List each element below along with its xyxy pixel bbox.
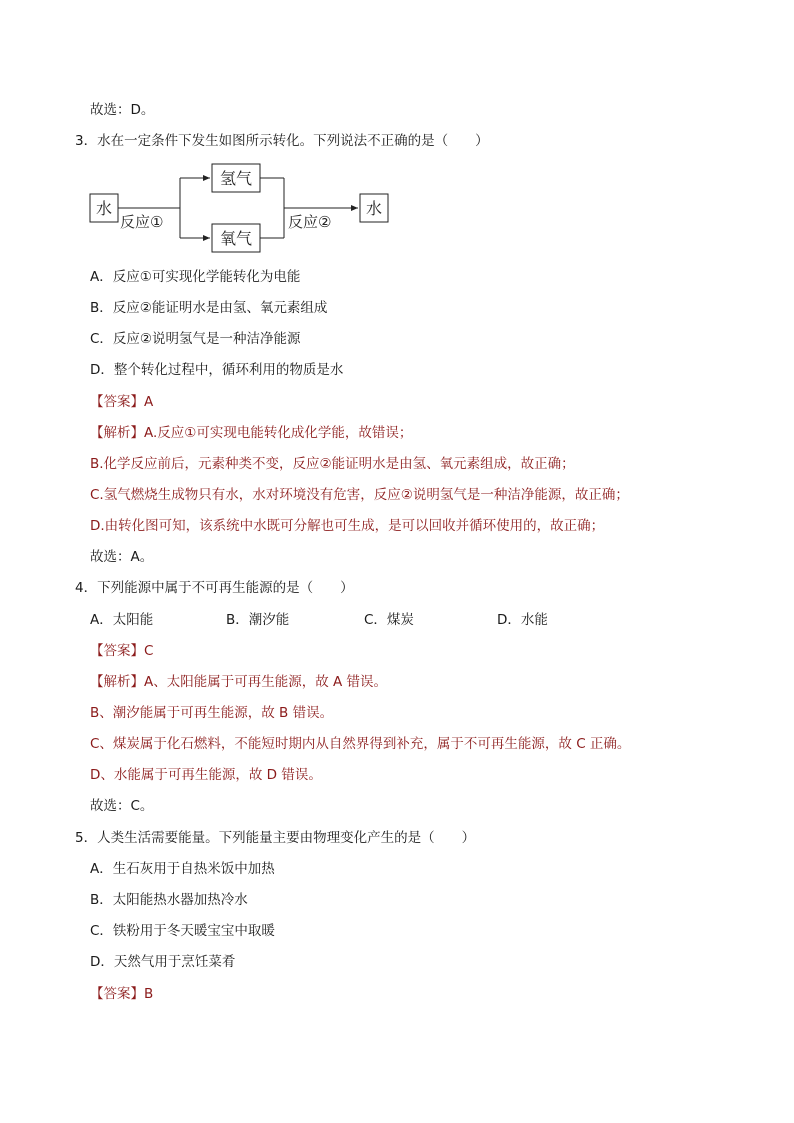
q3-selection: 故选：A。: [90, 549, 154, 565]
q3-explanation-3: C.氢气燃烧生成物只有水，水对环境没有危害，反应②说明氢气是一种洁净能源，故正确；: [90, 487, 629, 503]
q4-option-b: B．潮汐能: [226, 612, 290, 628]
arrowhead-water: [351, 205, 358, 211]
reaction-1-label: 反应①: [120, 213, 164, 231]
q4-explanation-3: C、煤炭属于化石燃料，不能短时期内从自然界得到补充，属于不可再生能源，故 C 正确。: [90, 736, 631, 752]
q4-explanation-4: D、水能属于可再生能源，故 D 错误。: [90, 767, 322, 783]
explanation-tag: 【解析】: [90, 674, 144, 690]
answer-value: C: [144, 643, 154, 659]
previous-selection: 故选：D。: [90, 102, 155, 118]
answer-tag: 【答案】: [90, 394, 144, 410]
answer-tag: 【答案】: [90, 643, 144, 659]
q4-explanation-2: B、潮汐能属于可再生能源，故 B 错误。: [90, 705, 334, 721]
q3-option-c: C．反应②说明氢气是一种洁净能源: [90, 331, 301, 347]
q3-answer: [90, 393, 153, 411]
water-label-right: 水: [365, 199, 383, 218]
q4-answer: [90, 642, 153, 660]
water-conversion-diagram: [88, 160, 398, 260]
question-4-stem: 4．下列能源中属于不可再生能源的是（ ）: [75, 580, 354, 596]
question-3-stem: 3．水在一定条件下发生如图所示转化。下列说法不正确的是（ ）: [75, 133, 489, 149]
q5-option-b: B．太阳能热水器加热冷水: [90, 892, 248, 908]
q4-option-a: A．太阳能: [90, 612, 154, 628]
q3-explanation-1: 【解析】A.反应①可实现电能转化成化学能，故错误；: [90, 425, 413, 441]
q4-option-c: C．煤炭: [364, 612, 414, 628]
q3-explanation-4: D.由转化图可知，该系统中水既可分解也可生成，是可以回收并循环使用的，故正确；: [90, 518, 605, 534]
q4-option-d: D．水能: [497, 612, 548, 628]
arrowhead-oxygen: [203, 235, 210, 241]
q3-option-a: A．反应①可实现化学能转化为电能: [90, 269, 301, 285]
water-label-left: 水: [95, 199, 113, 218]
q5-option-a: A．生石灰用于自热米饭中加热: [90, 861, 275, 877]
question-5-stem: 5．人类生活需要能量。下列能量主要由物理变化产生的是（ ）: [75, 830, 476, 846]
q3-option-d: D．整个转化过程中，循环利用的物质是水: [90, 362, 344, 378]
q5-answer: [90, 985, 153, 1003]
q4-explanation-1: 【解析】A、太阳能属于可再生能源，故 A 错误。: [90, 674, 388, 690]
answer-tag: 【答案】: [90, 986, 144, 1002]
explanation-tag: 【解析】: [90, 425, 144, 441]
q5-option-c: C．铁粉用于冬天暖宝宝中取暖: [90, 923, 275, 939]
q4-selection: 故选：C。: [90, 798, 154, 814]
arrowhead-hydrogen: [203, 175, 210, 181]
reaction-2-label: 反应②: [288, 213, 332, 231]
q3-option-b: B．反应②能证明水是由氢、氧元素组成: [90, 300, 328, 316]
hydrogen-label: 氢气: [219, 169, 253, 188]
answer-value: A: [144, 394, 154, 410]
oxygen-label: 氧气: [219, 229, 253, 248]
q3-explanation-2: B.化学反应前后，元素种类不变，反应②能证明水是由氢、氧元素组成，故正确；: [90, 456, 575, 472]
answer-value: B: [144, 986, 154, 1002]
q5-option-d: D．天然气用于烹饪菜肴: [90, 954, 236, 970]
